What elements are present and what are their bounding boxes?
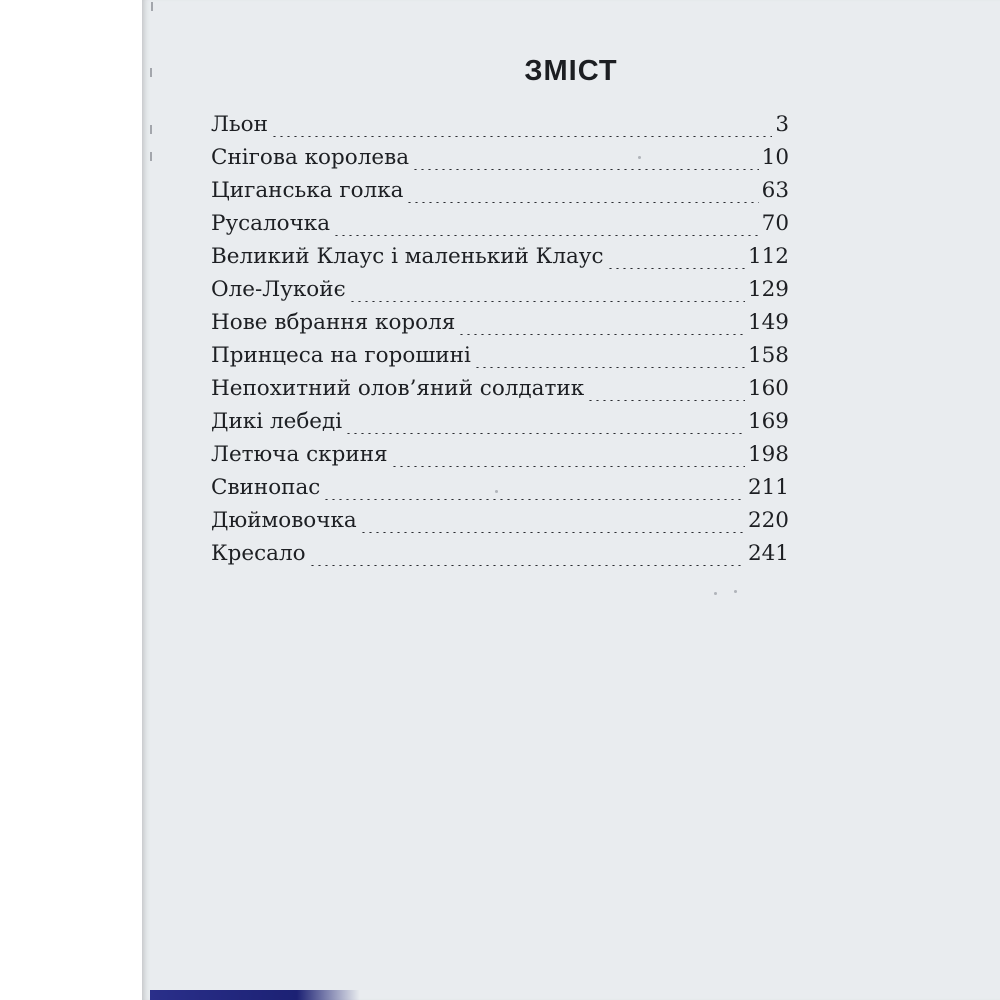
dot-leader <box>607 268 745 269</box>
toc-entry <box>211 541 789 574</box>
dot-leader <box>412 169 759 170</box>
dot-leader <box>587 400 745 401</box>
dot-leader <box>271 136 772 137</box>
dot-leader <box>349 301 745 302</box>
dot-leader <box>345 433 745 434</box>
toc-entry-title: Свинопас <box>211 475 321 500</box>
page-edge-mark <box>150 152 152 161</box>
toc-entry <box>211 442 789 475</box>
toc-entry <box>211 475 789 508</box>
dot-leader <box>406 202 758 203</box>
toc-entry-page-number: 63 <box>761 178 789 203</box>
toc-entry-page-number: 220 <box>747 508 789 533</box>
toc-entry-title: Нове вбрання короля <box>211 310 456 335</box>
dot-leader <box>323 499 745 500</box>
toc-entry-title: Циганська голка <box>211 178 404 203</box>
dot-leader <box>309 565 745 566</box>
toc-entry-title: Дикі лебеді <box>211 409 343 434</box>
dot-leader <box>360 532 745 533</box>
dot-leader <box>333 235 759 236</box>
toc-entry-page-number: 160 <box>747 376 789 401</box>
toc-entry <box>211 178 789 211</box>
toc-entry-title: Принцеса на горошині <box>211 343 471 368</box>
paper-speck <box>734 590 737 593</box>
toc-entry-title: Дюймовочка <box>211 508 357 533</box>
toc-entry-title: Льон <box>211 112 268 137</box>
dot-leader <box>474 367 745 368</box>
toc-entry-page-number: 3 <box>775 112 789 137</box>
page-edge-mark <box>150 125 152 134</box>
toc-entry <box>211 310 789 343</box>
toc-entry <box>211 343 789 376</box>
toc-entry-page-number: 129 <box>747 277 789 302</box>
toc-entry-page-number: 70 <box>761 211 789 236</box>
toc-entry <box>211 145 789 178</box>
toc-entry-title: Летюча скриня <box>211 442 388 467</box>
toc-entry <box>211 211 789 244</box>
page-edge-mark <box>151 2 153 11</box>
toc-entry-title: Непохитний олов’яний солдатик <box>211 376 585 401</box>
dot-leader <box>391 466 745 467</box>
toc-entry-title: Оле-Лукойє <box>211 277 346 302</box>
toc-entry-title: Снігова королева <box>211 145 410 170</box>
dot-leader <box>458 334 745 335</box>
toc-entry <box>211 508 789 541</box>
toc-entry-title: Русалочка <box>211 211 331 236</box>
toc-entry-page-number: 198 <box>747 442 789 467</box>
toc-entry <box>211 244 789 277</box>
toc-entry-page-number: 112 <box>747 244 789 269</box>
contents-heading: ЗМІСТ <box>524 55 618 87</box>
toc-entry <box>211 409 789 442</box>
paper-speck <box>714 592 717 595</box>
toc-entry-title: Великий Клаус і маленький Клаус <box>211 244 604 269</box>
toc-entry <box>211 277 789 310</box>
toc-entry <box>211 112 789 145</box>
toc-entry-page-number: 169 <box>747 409 789 434</box>
toc-entry-page-number: 241 <box>747 541 789 566</box>
toc-entry <box>211 376 789 409</box>
table-of-contents <box>211 112 789 574</box>
toc-entry-page-number: 211 <box>747 475 789 500</box>
toc-entry-page-number: 149 <box>747 310 789 335</box>
book-cover-edge <box>150 990 360 1000</box>
toc-entry-title: Кресало <box>211 541 306 566</box>
toc-entry-page-number: 158 <box>747 343 789 368</box>
toc-entry-page-number: 10 <box>761 145 789 170</box>
